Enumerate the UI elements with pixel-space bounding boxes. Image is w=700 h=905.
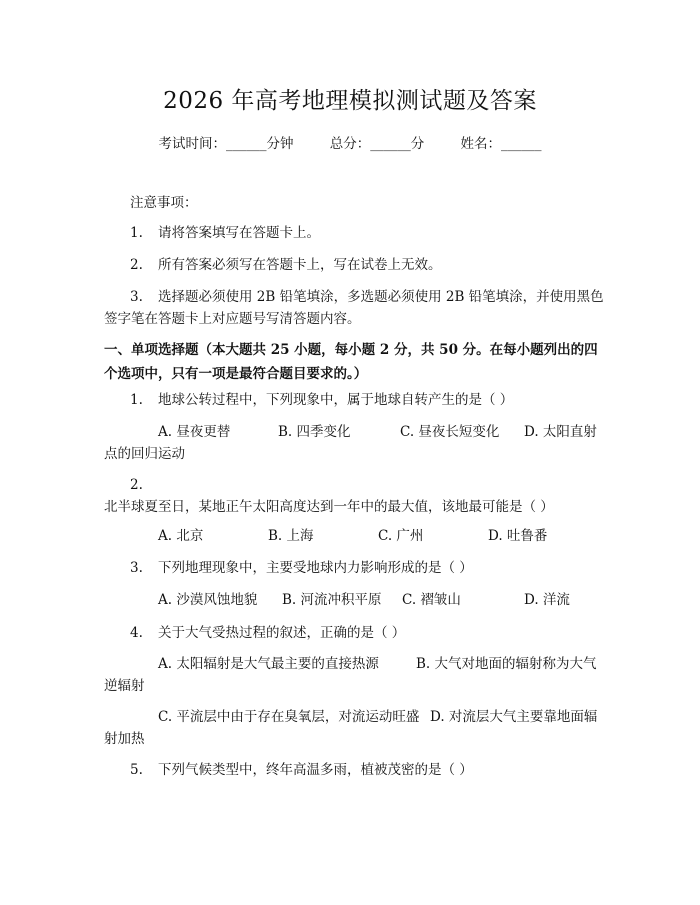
option-b: B. 四季变化 (278, 424, 351, 440)
notice-item-2: 2. 所有答案必须写在答题卡上，写在试卷上无效。 (130, 257, 442, 273)
option-a: A. 沙漠风蚀地貌 (158, 592, 258, 608)
notice-item-1: 1. 请将答案填写在答题卡上。 (130, 225, 320, 241)
option-b: B. 上海 (268, 528, 314, 544)
section-1-heading: 一、单项选择题（本大题共 25 小题，每小题 2 分，共 50 分。在每小题列出的四个选项中，只有一项是最符合题目要求的。） (104, 342, 598, 382)
option-c: C. 褶皱山 (402, 592, 461, 608)
question-2: 2.北半球夏至日，某地正午太阳高度达到一年中的最大值，该地最可能是（ ） (104, 477, 554, 515)
student-name-field: 姓名：______ (460, 136, 542, 152)
option-c: C. 广州 (378, 528, 424, 544)
option-d: D. 太阳直射点的回归运动 (104, 424, 597, 462)
question-1-options (104, 421, 604, 465)
exam-time-field: 考试时间：______分钟 (158, 136, 294, 152)
notice-item-3: 3. 选择题必须使用 2B 铅笔填涂，多选题必须使用 2B 铅笔填涂，并使用黑色签字笔在答题卡上对应题号写清答题内容。 (104, 289, 604, 327)
question-4: 4. 关于大气受热过程的叙述，正确的是（ ） (130, 625, 406, 641)
option-d: D. 对流层大气主要靠地面辐射加热 (104, 709, 598, 747)
option-a: A. 太阳辐射是大气最主要的直接热源 (158, 656, 379, 672)
option-b: B. 大气对地面的辐射称为大气逆辐射 (104, 656, 597, 694)
question-4-options-cd (104, 706, 604, 750)
question-5: 5. 下列气候类型中，终年高温多雨，植被茂密的是（ ） (130, 762, 473, 778)
notice-heading: 注意事项： (130, 195, 198, 211)
option-d: D. 吐鲁番 (488, 528, 548, 544)
question-2-options (104, 525, 604, 547)
option-d: D. 洋流 (524, 592, 570, 608)
exam-meta (0, 132, 700, 152)
question-4-options-ab (104, 653, 604, 697)
option-a: A. 北京 (158, 528, 204, 544)
exam-title: 2026 年高考地理模拟测试题及答案 (163, 88, 537, 114)
option-c: C. 昼夜长短变化 (400, 424, 500, 440)
option-a: A. 昼夜更替 (158, 424, 231, 440)
option-b: B. 河流冲积平原 (282, 592, 382, 608)
question-3: 3. 下列地理现象中，主要受地球内力影响形成的是（ ） (130, 560, 473, 576)
question-1: 1. 地球公转过程中，下列现象中，属于地球自转产生的是（ ） (130, 392, 514, 408)
question-3-options (104, 589, 604, 611)
total-score-field: 总分：______分 (329, 136, 425, 152)
option-c: C. 平流层中由于存在臭氧层，对流运动旺盛 (158, 709, 420, 725)
